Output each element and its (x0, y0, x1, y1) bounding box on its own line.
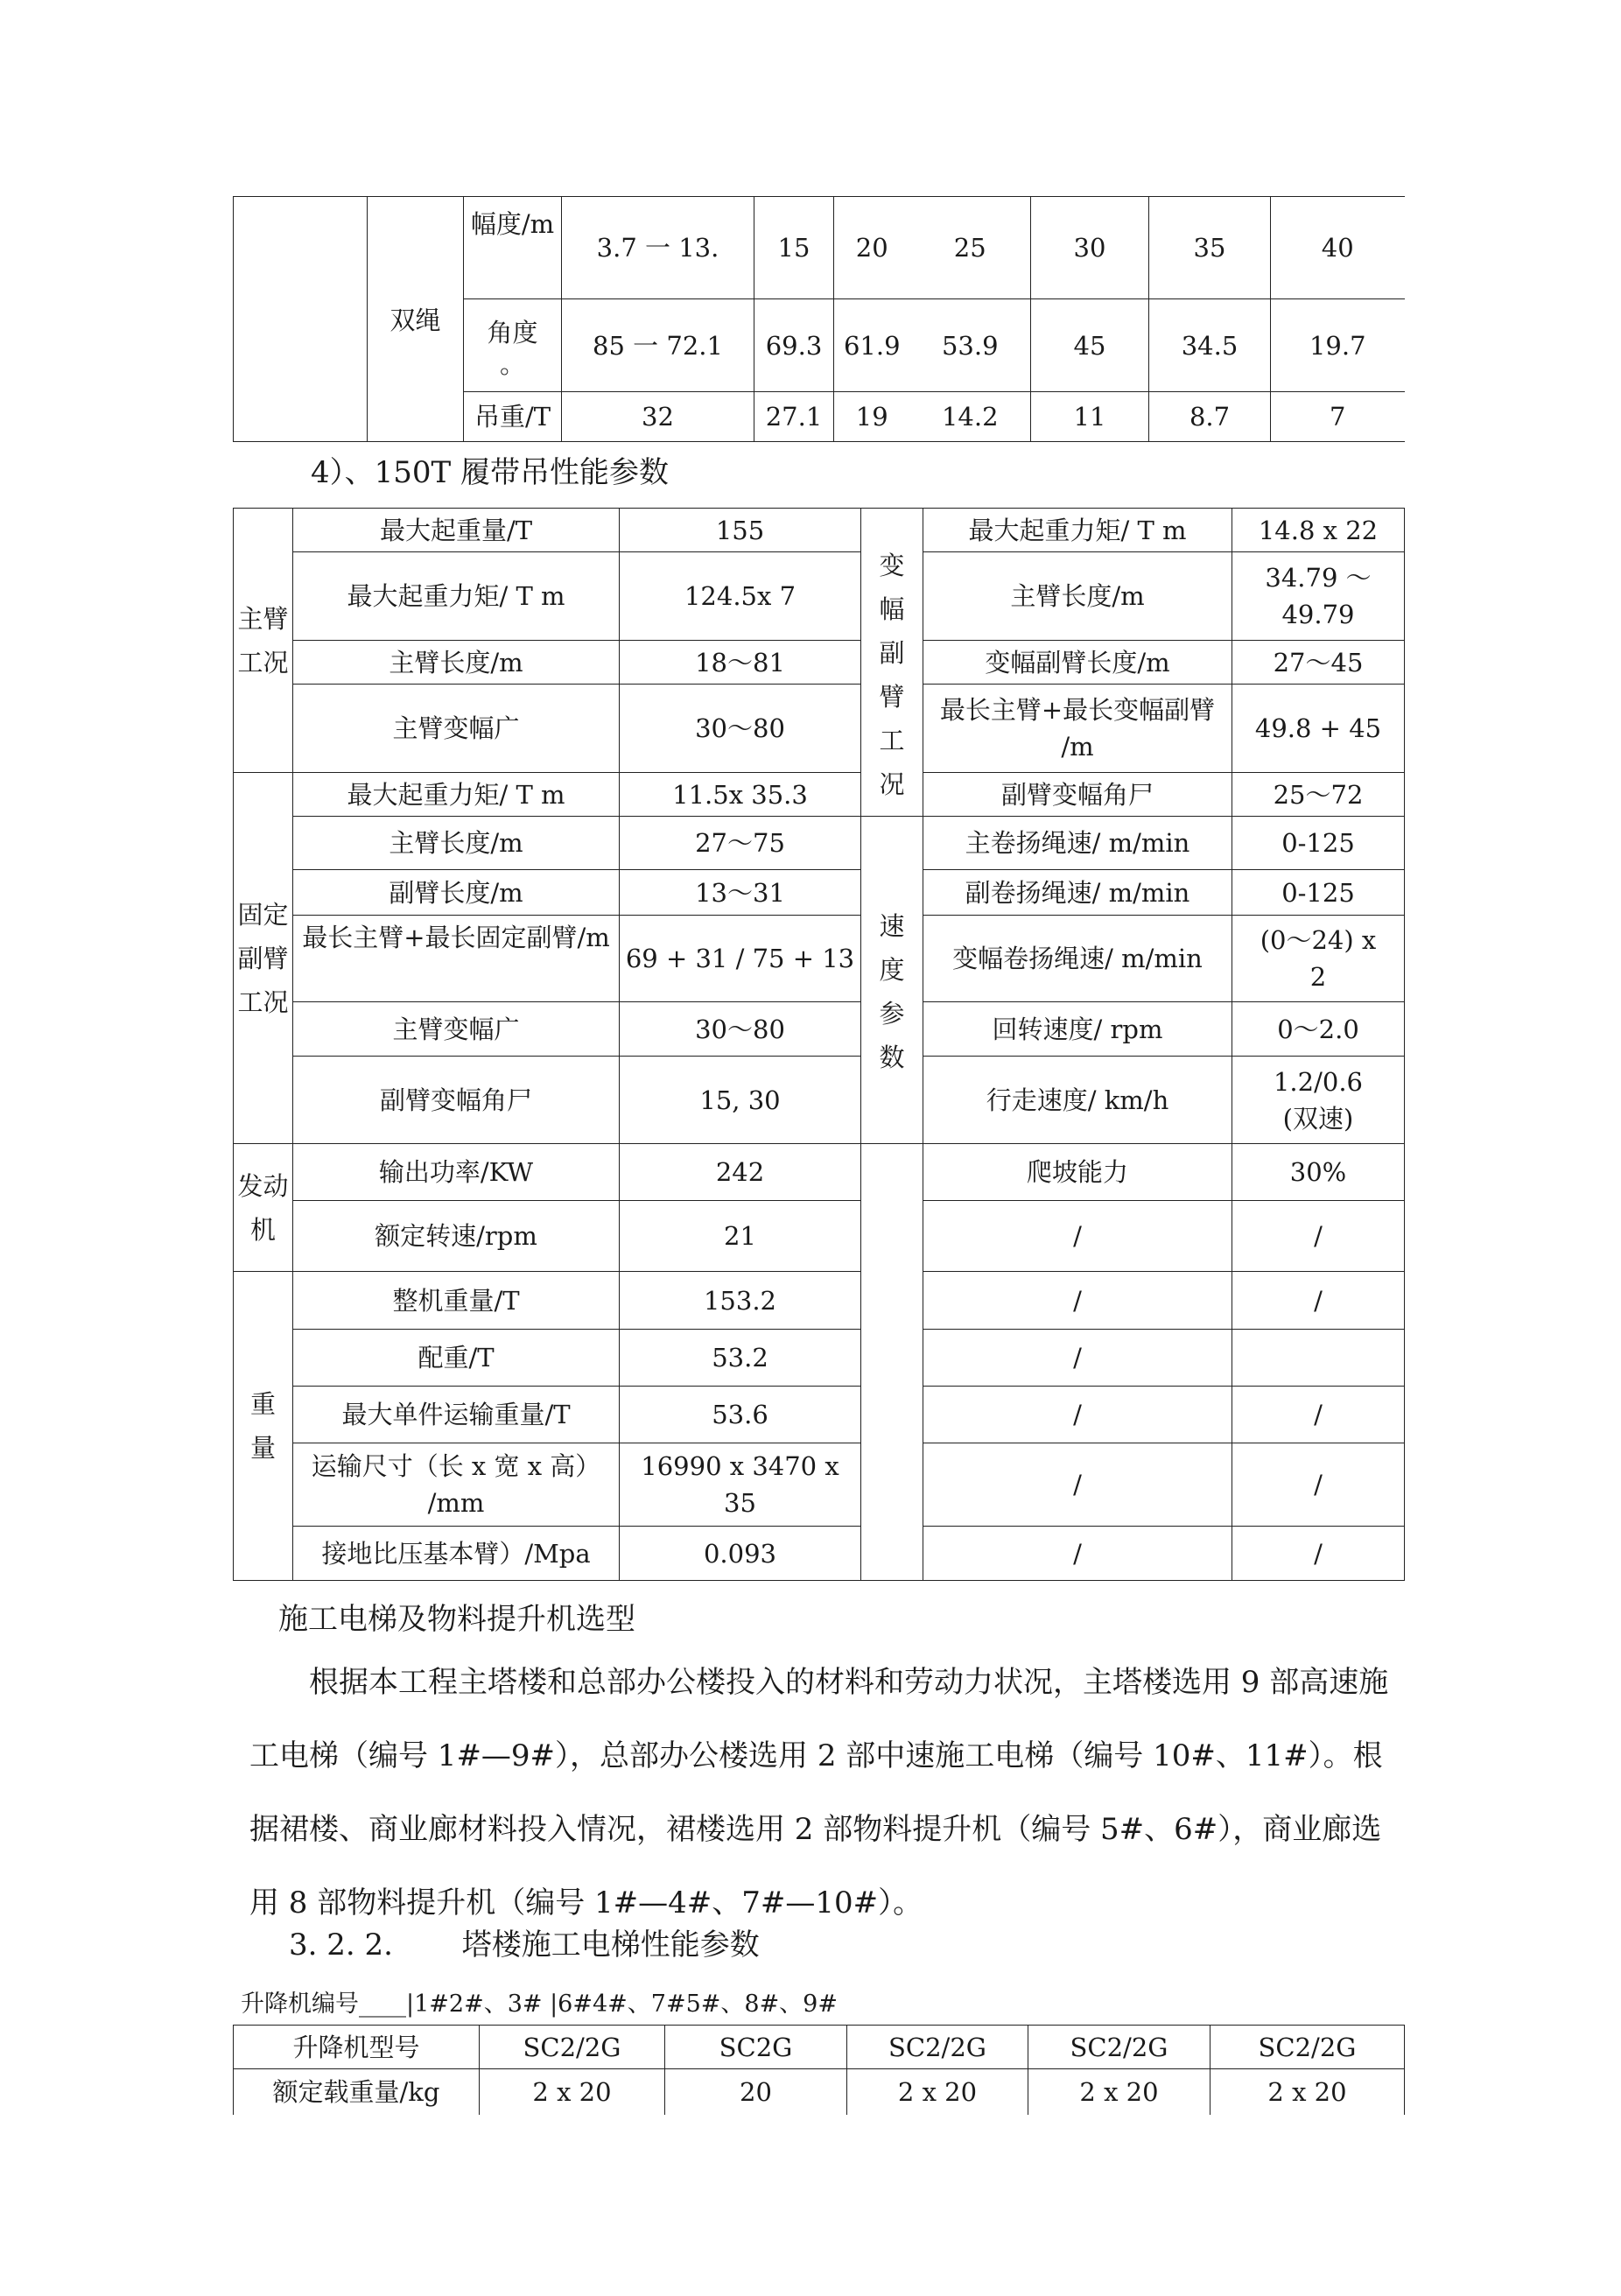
cell-value (1232, 1330, 1405, 1387)
cell-value: 0.093 (620, 1527, 861, 1581)
cell-value-line: 16990 x 3470 x (641, 1451, 839, 1481)
top-performance-table (233, 196, 1405, 442)
cell-value (620, 1443, 861, 1527)
cell-value-line: (0〜24) x (1260, 925, 1377, 955)
cell-label: 副臂长度/m (293, 870, 620, 916)
lift-weight-value: 8.7 (1149, 392, 1271, 442)
cell-label: 配重/T (293, 1330, 620, 1387)
cell-value: 30〜80 (620, 1002, 861, 1057)
cell-label: / (923, 1272, 1232, 1330)
rated-load-value: 2 x 20 (1210, 2069, 1405, 2115)
cell-value-line: 1.2/0.6 (1273, 1066, 1363, 1097)
cell-label: 主臂长度/m (293, 817, 620, 870)
cell-value: 155 (620, 509, 861, 552)
cell-value: / (1232, 1527, 1405, 1581)
cell-label: 主臂长度/m (293, 641, 620, 685)
angle-label (464, 299, 562, 392)
cell-label: 主卷扬绳速/ m/min (923, 817, 1232, 870)
cell-label: 回转速度/ rpm (923, 1002, 1232, 1057)
rated-load-label: 额定载重量/kg (234, 2069, 480, 2115)
section-4-title: 4）、150T 履带吊性能参数 (311, 455, 670, 490)
cell-value: 69 + 31 / 75 + 13 (620, 916, 861, 1002)
cell-value: 25〜72 (1232, 773, 1405, 817)
cell-label: 变幅副臂长度/m (923, 641, 1232, 685)
cell-label: 行走速度/ km/h (923, 1057, 1232, 1144)
cell-value: / (1232, 1443, 1405, 1527)
radius-value: 30 (1031, 197, 1149, 299)
cell-value: 53.2 (620, 1330, 861, 1387)
cell-label: 主臂长度/m (923, 552, 1232, 641)
cell-label-line: 最长主臂+最长变幅副臂 (939, 695, 1216, 725)
cell-value-line: 34.79 〜 (1265, 563, 1372, 593)
cell-label: 接地比压基本臂）/Mpa (293, 1527, 620, 1581)
speed-group-label: 速度参数 (861, 817, 923, 1144)
cell-label (923, 685, 1232, 773)
subsection-title: 塔楼施工电梯性能参数 (461, 1927, 760, 1962)
angle-value: 69.3 (754, 299, 834, 392)
body-paragraph: 根据本工程主塔楼和总部办公楼投入的材料和劳动力状况，主塔楼选用 9 部高速施工电梯（编号 1#—9#），总部办公楼选用 2 部中速施工电梯（编号 10#、11#）。根据裙楼、商业廊材料投入情况，裙楼选用 2 部物料提升机（编号 5#、6#），商业廊选用 8 部物料提升机（编号 1#—4#、7#—10#）。 (249, 1665, 1389, 1920)
cell-value: 0-125 (1232, 817, 1405, 870)
cell-value: / (1232, 1272, 1405, 1330)
elevator-number-caption: 升降机编号____|1#2#、3# |6#4#、7#5#、8#、9# (241, 1991, 838, 2018)
radius-value: 3.7 一 13. (562, 197, 754, 299)
cell-value: 0-125 (1232, 870, 1405, 916)
radius-value: 20 (834, 197, 910, 299)
lift-weight-label: 吊重/T (464, 392, 562, 442)
cell-value: 27〜75 (620, 817, 861, 870)
cell-label: 副卷扬绳速/ m/min (923, 870, 1232, 916)
angle-value: 85 一 72.1 (562, 299, 754, 392)
cell-value: 53.6 (620, 1387, 861, 1443)
cell-value: 11.5x 35.3 (620, 773, 861, 817)
cell-label-line: 运输尺寸（长 x 宽 x 高） (311, 1451, 601, 1481)
cell-label-line: /mm (427, 1488, 485, 1518)
cell-value: 30% (1232, 1144, 1405, 1201)
angle-value: 53.9 (910, 299, 1031, 392)
cell-value-line: (双速) (1282, 1103, 1354, 1134)
elevator-model-value: SC2/2G (480, 2026, 665, 2069)
fixed-jib-group-label: 固定副臂工况 (234, 773, 293, 1144)
cell-label: 额定转速/rpm (293, 1201, 620, 1272)
angle-value: 61.9 (834, 299, 910, 392)
cell-value (1232, 1057, 1405, 1144)
cell-value: / (1232, 1201, 1405, 1272)
radius-value: 15 (754, 197, 834, 299)
cell-label: 最大起重力矩/ T m (923, 509, 1232, 552)
top-table-empty-cell (234, 197, 368, 442)
cell-value (1232, 916, 1405, 1002)
cell-label: 最大单件运输重量/T (293, 1387, 620, 1443)
cell-value: 153.2 (620, 1272, 861, 1330)
cell-value-line: 35 (724, 1488, 756, 1518)
cell-value: 13〜31 (620, 870, 861, 916)
elevator-table (233, 2025, 1405, 2115)
cell-value: 14.8 x 22 (1232, 509, 1405, 552)
angle-label-line2: 。 (499, 348, 525, 379)
cell-label: / (923, 1527, 1232, 1581)
section-title: 施工电梯及物料提升机选型 (278, 1602, 635, 1637)
cell-value-line: 2 (1309, 962, 1327, 992)
radius-value: 40 (1271, 197, 1405, 299)
radius-label: 幅度/m (464, 197, 562, 299)
lift-weight-value: 27.1 (754, 392, 834, 442)
rated-load-value: 2 x 20 (1028, 2069, 1210, 2115)
cell-label: 主臂变幅广 (293, 1002, 620, 1057)
empty-column-cell (861, 1144, 923, 1581)
angle-value: 45 (1031, 299, 1149, 392)
cell-value: / (1232, 1387, 1405, 1443)
rated-load-value: 20 (665, 2069, 847, 2115)
subsection-number: 3. 2. 2. (289, 1927, 393, 1962)
radius-value: 35 (1149, 197, 1271, 299)
cell-label: / (923, 1387, 1232, 1443)
cell-label: 最长主臂+最长固定副臂/m (293, 916, 620, 1002)
cell-value: 242 (620, 1144, 861, 1201)
cell-label: 副臂变幅角尸 (293, 1057, 620, 1144)
cell-label: / (923, 1443, 1232, 1527)
cell-label (293, 1443, 620, 1527)
elevator-model-value: SC2/2G (1028, 2026, 1210, 2069)
engine-group-label: 发动机 (234, 1144, 293, 1272)
cell-label: / (923, 1201, 1232, 1272)
cell-label: 最大起重力矩/ T m (293, 773, 620, 817)
cell-label-line: /m (1061, 732, 1094, 762)
elevator-model-value: SC2/2G (1210, 2026, 1405, 2069)
cell-value: 30〜80 (620, 685, 861, 773)
elevator-model-value: SC2/2G (847, 2026, 1028, 2069)
angle-label-line1: 角度 (487, 317, 538, 348)
subsection-heading (289, 1926, 760, 1964)
cell-label: 爬坡能力 (923, 1144, 1232, 1201)
cell-value: 21 (620, 1201, 861, 1272)
radius-value: 25 (910, 197, 1031, 299)
cell-label: 整机重量/T (293, 1272, 620, 1330)
cell-label: 最大起重力矩/ T m (293, 552, 620, 641)
lift-weight-value: 32 (562, 392, 754, 442)
cell-label: / (923, 1330, 1232, 1387)
elevator-model-value: SC2G (665, 2026, 847, 2069)
angle-value: 34.5 (1149, 299, 1271, 392)
lift-weight-value: 11 (1031, 392, 1149, 442)
cell-label: 副臂变幅角尸 (923, 773, 1232, 817)
lift-weight-value: 19 (834, 392, 910, 442)
elevator-model-label: 升降机型号 (234, 2026, 480, 2069)
cell-value-line: 49.79 (1281, 600, 1355, 629)
rated-load-value: 2 x 20 (480, 2069, 665, 2115)
luffing-jib-group-label: 变幅副臂工况 (861, 509, 923, 817)
cell-label: 主臂变幅广 (293, 685, 620, 773)
cell-label: 输出功率/KW (293, 1144, 620, 1201)
cell-value: 27〜45 (1232, 641, 1405, 685)
double-rope-label: 双绳 (368, 197, 464, 442)
weight-group-label: 重量 (234, 1272, 293, 1581)
cell-value: 0〜2.0 (1232, 1002, 1405, 1057)
lift-weight-value: 7 (1271, 392, 1405, 442)
crawler-crane-table (233, 508, 1405, 1581)
cell-label: 最大起重量/T (293, 509, 620, 552)
main-boom-group-label: 主臂工况 (234, 509, 293, 773)
rated-load-value: 2 x 20 (847, 2069, 1028, 2115)
cell-value (1232, 552, 1405, 641)
cell-value: 124.5x 7 (620, 552, 861, 641)
cell-label: 变幅卷扬绳速/ m/min (923, 916, 1232, 1002)
lift-weight-value: 14.2 (910, 392, 1031, 442)
angle-value: 19.7 (1271, 299, 1405, 392)
cell-value: 15, 30 (620, 1057, 861, 1144)
cell-value: 49.8 + 45 (1232, 685, 1405, 773)
cell-value: 18〜81 (620, 641, 861, 685)
